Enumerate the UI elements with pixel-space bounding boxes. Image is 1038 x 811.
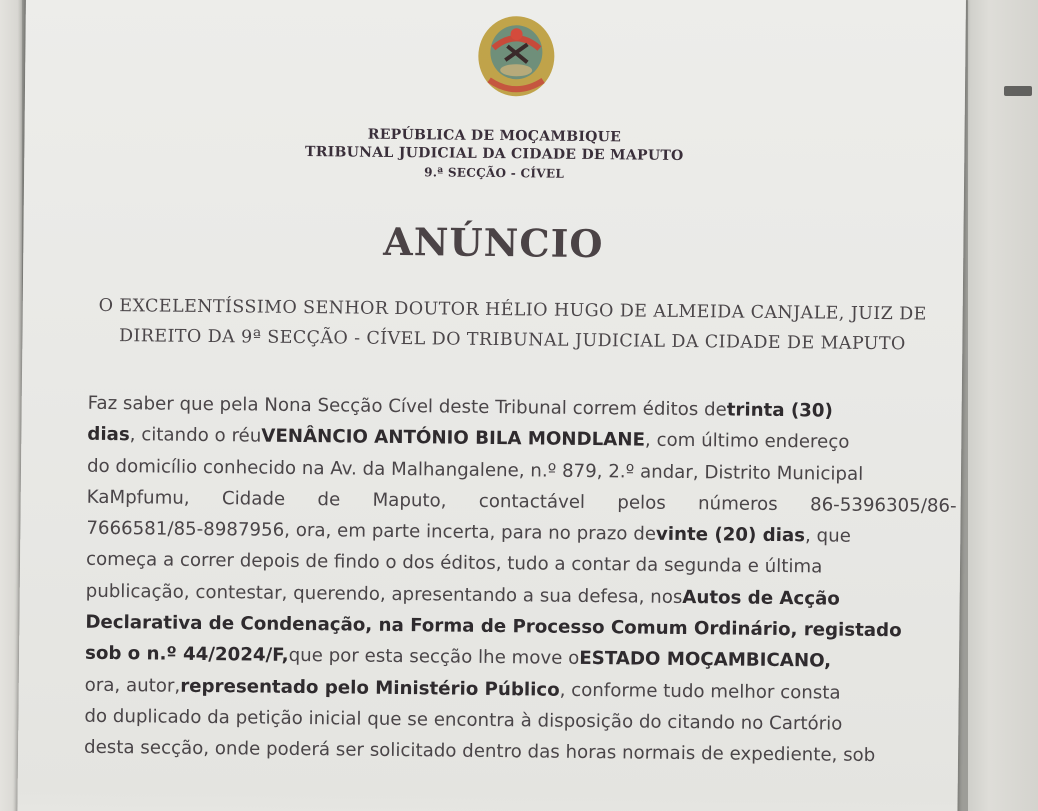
body-word: contactável bbox=[478, 490, 586, 513]
body-text: , conforme tudo melhor consta bbox=[559, 679, 841, 704]
adjacent-page-mark bbox=[1004, 86, 1032, 96]
body-bold: vinte (20) dias bbox=[655, 523, 806, 547]
body-text: 7666581/85-8987956, ora, em parte incerta, para no prazo de bbox=[86, 517, 657, 545]
body-text: do duplicado da petição inicial que se encontra à disposição do citando no Cartório bbox=[84, 705, 843, 735]
body-word: pelos bbox=[617, 492, 666, 514]
body-text: desta secção, onde poderá ser solicitado dentro das horas normais de expediente, sob bbox=[83, 736, 876, 767]
body-word: Maputo, bbox=[372, 489, 447, 512]
page-bottom-shade bbox=[17, 791, 957, 811]
body-text: do domicílio conhecido na Av. da Malhangalene, n.º 879, 2.º andar, Distrito Municipal bbox=[86, 455, 864, 485]
adjacent-page-right bbox=[968, 0, 1038, 811]
announcement-body bbox=[84, 388, 958, 773]
body-text: ora, autor, bbox=[84, 674, 181, 697]
body-bold: dias bbox=[87, 424, 130, 446]
process-type: Declarativa de Condenação, na Forma de Processo Comum Ordinário, registado bbox=[85, 611, 902, 642]
document-page bbox=[17, 0, 966, 811]
header-country: REPÚBLICA DE MOÇAMBIQUE bbox=[367, 126, 622, 146]
case-number: sob o n.º 44/2024/F, bbox=[84, 643, 289, 667]
body-text: , com último endereço bbox=[644, 429, 850, 454]
body-bold: Autos de Acção bbox=[682, 586, 840, 610]
body-text: publicação, contestar, querendo, apresentando a sua defesa, nos bbox=[85, 580, 683, 608]
judge-line-2: DIREITO DA 9ª SECÇÃO - CÍVEL DO TRIBUNAL JUDICIAL DA CIDADE DE MAPUTO bbox=[118, 326, 906, 355]
body-bold: representado pelo Ministério Público bbox=[180, 675, 560, 701]
body-word: de bbox=[317, 489, 341, 511]
plaintiff-name: ESTADO MOÇAMBICANO, bbox=[579, 648, 832, 672]
phone-numbers: 86-5396305/86- bbox=[809, 494, 957, 517]
body-word: Cidade bbox=[221, 488, 286, 510]
header-section: 9.ª SECÇÃO - CÍVEL bbox=[424, 165, 565, 181]
body-text: , citando o réu bbox=[129, 424, 262, 447]
body-text: começa a correr depois de findo o dos éditos, tudo a contar da segunda e última bbox=[85, 549, 823, 578]
body-text: Faz saber que pela Nona Secção Cível deste Tribunal correm éditos de bbox=[87, 392, 727, 421]
announcement-title: ANÚNCIO bbox=[383, 218, 604, 267]
defendant-name: VENÂNCIO ANTÓNIO BILA MONDLANE bbox=[261, 425, 646, 451]
body-word: KaMpfumu, bbox=[86, 486, 190, 509]
body-word: números bbox=[697, 493, 778, 515]
body-text: que por esta secção lhe move o bbox=[288, 645, 580, 670]
judge-line-1: O EXCELENTÍSSIMO SENHOR DOUTOR HÉLIO HUGO DE ALMEIDA CANJALE, JUIZ DE bbox=[98, 295, 927, 325]
coat-of-arms-emblem bbox=[471, 8, 562, 101]
body-text: , que bbox=[804, 525, 851, 547]
header-court: TRIBUNAL JUDICIAL DA CIDADE DE MAPUTO bbox=[304, 144, 684, 164]
body-bold: trinta (30) bbox=[726, 399, 833, 422]
